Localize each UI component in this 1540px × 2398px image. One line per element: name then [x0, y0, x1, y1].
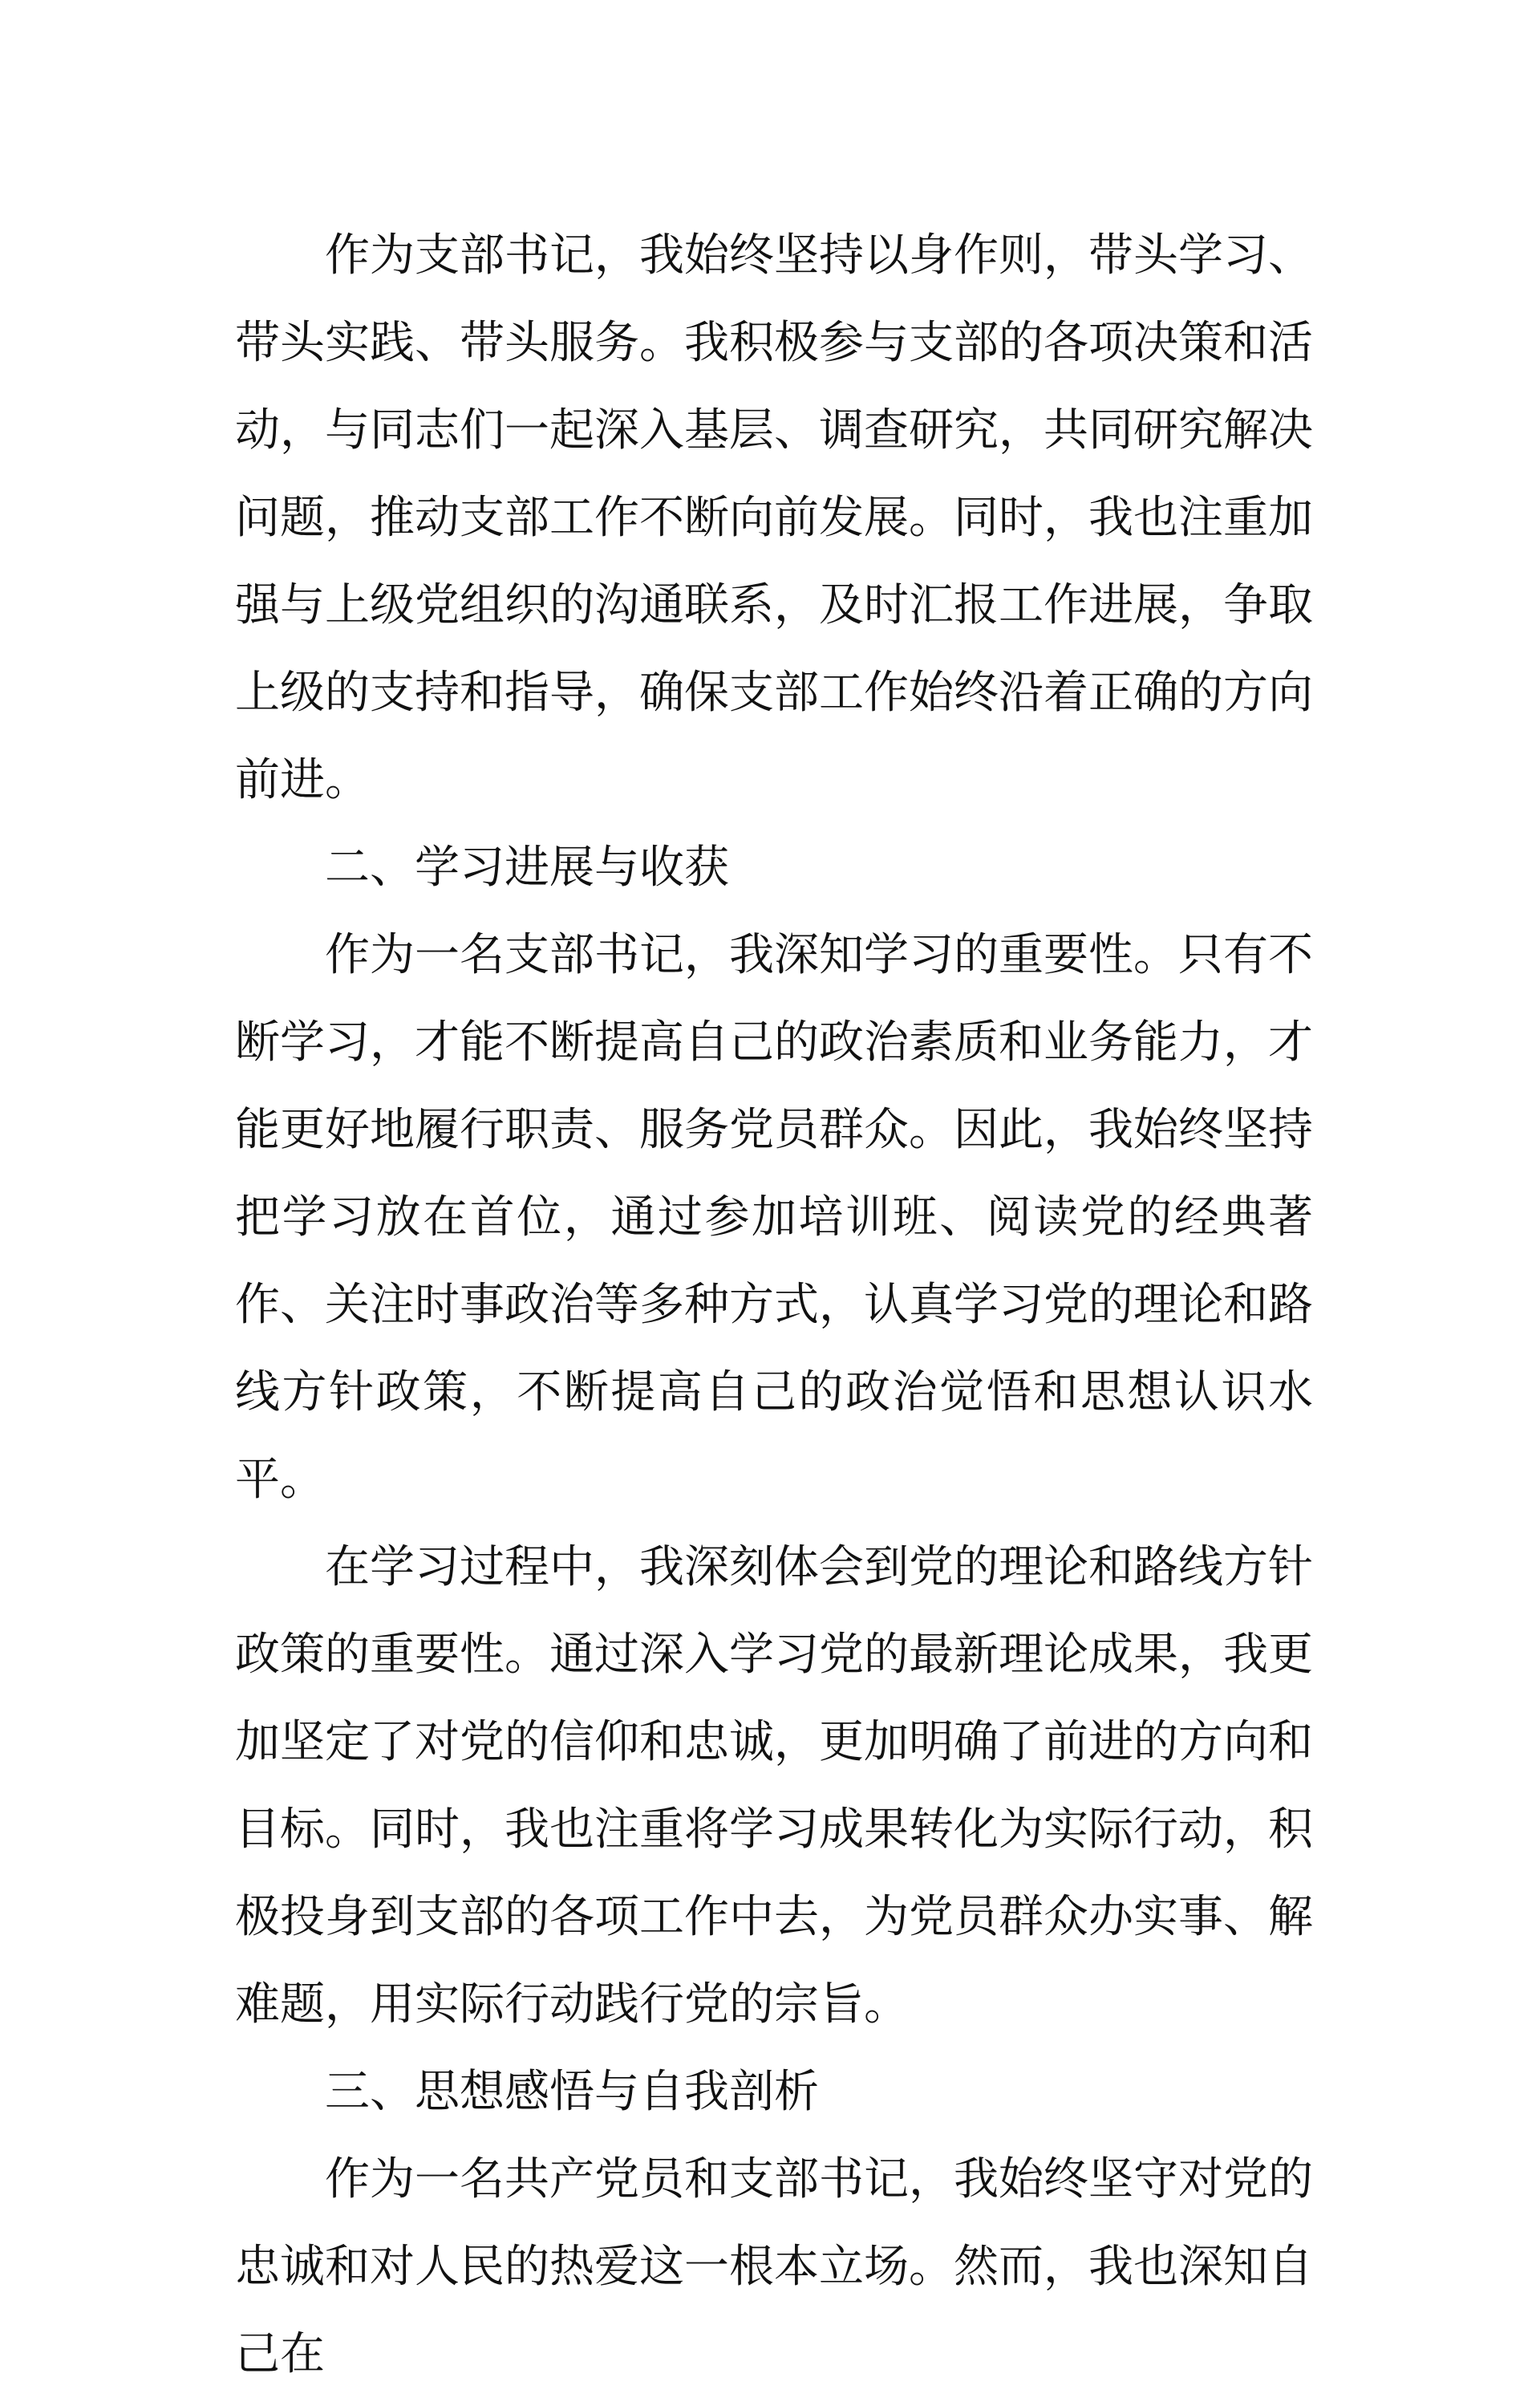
- document-body: [235, 212, 1313, 2398]
- section-heading-study-progress: 二、学习进展与收获: [325, 842, 729, 894]
- section-heading-reflection: 三、思想感悟与自我剖析: [325, 2066, 819, 2118]
- paragraph-importance-of-study: 作为一名支部书记，我深知学习的重要性。只有不断学习，才能不断提高自己的政治素质和业务能力，才能更好地履行职责、服务党员群众。因此，我始终坚持把学习放在首位，通过参加培训班、阅读党的经典著作、关注时事政治等多种方式，认真学习党的理论和路线方针政策，不断提高自己的政治觉悟和思想认识水平。: [235, 929, 1313, 1506]
- paragraph-branch-secretary-role: 作为支部书记，我始终坚持以身作则，带头学习、带头实践、带头服务。我积极参与支部的各项决策和活动，与同志们一起深入基层、调查研究，共同研究解决问题，推动支部工作不断向前发展。同时，我也注重加强与上级党组织的沟通联系，及时汇报工作进展，争取上级的支持和指导，确保支部工作始终沿着正确的方向前进。: [235, 229, 1313, 806]
- paragraph-study-experience: 在学习过程中，我深刻体会到党的理论和路线方针政策的重要性。通过深入学习党的最新理论成果，我更加坚定了对党的信仰和忠诚，更加明确了前进的方向和目标。同时，我也注重将学习成果转化为实际行动，积极投身到支部的各项工作中去，为党员群众办实事、解难题，用实际行动践行党的宗旨。: [235, 1541, 1313, 2031]
- paragraph-self-analysis: 作为一名共产党员和支部书记，我始终坚守对党的忠诚和对人民的热爱这一根本立场。然而，我也深知自己在: [235, 2153, 1313, 2380]
